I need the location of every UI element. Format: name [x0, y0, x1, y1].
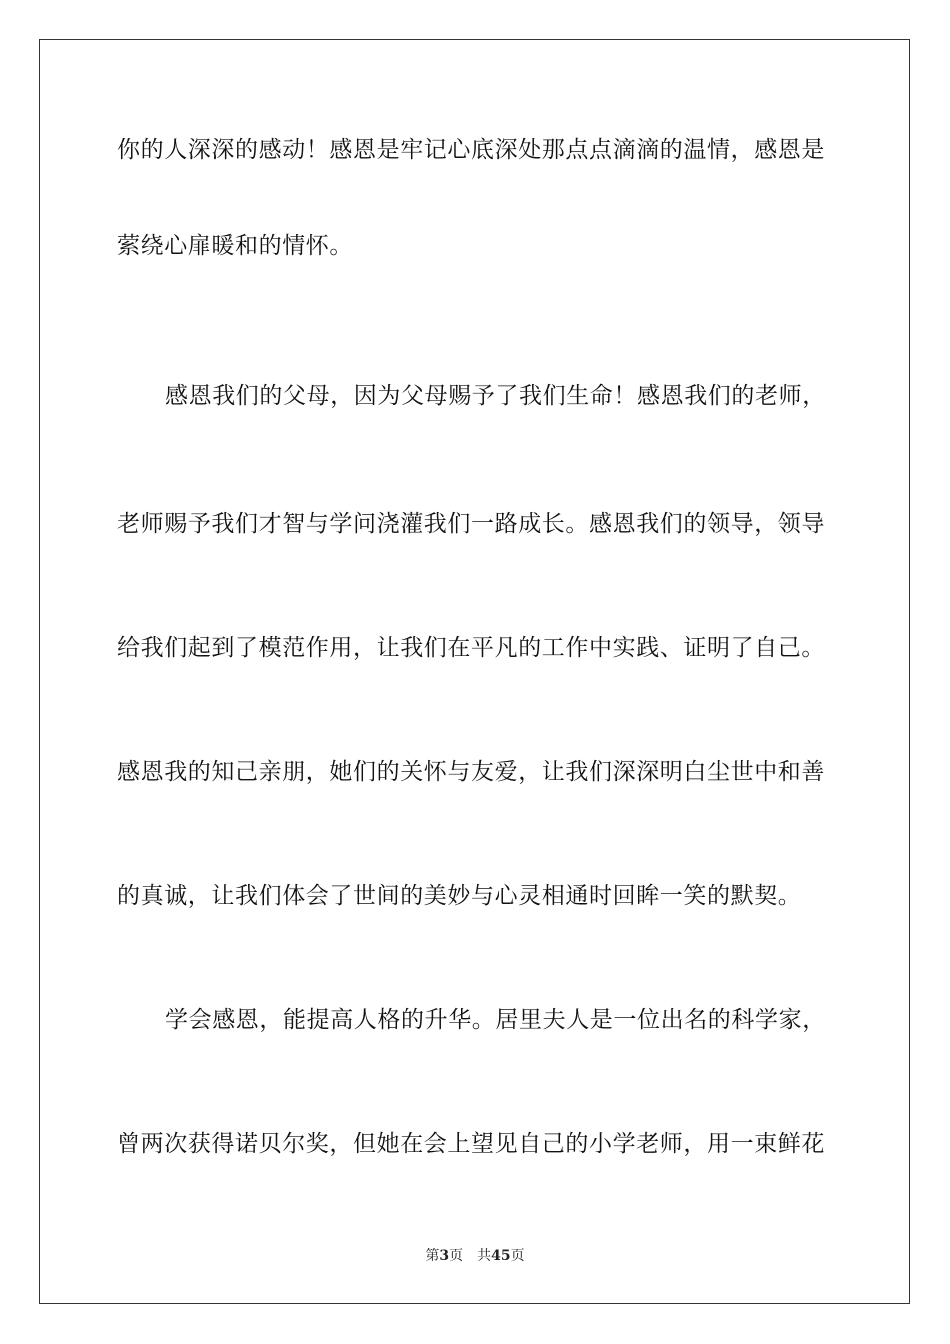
text-line-4: 老师赐予我们才智与学问浇灌我们一路成长。感恩我们的领导，领导 [117, 511, 825, 537]
page-footer [0, 1246, 950, 1266]
text-line-7: 的真诚，让我们体会了世间的美妙与心灵相通时回眸一笑的默契。 [117, 883, 802, 909]
page-suffix: 页 [449, 1248, 464, 1264]
text-line-2: 萦绕心扉暖和的情怀。 [117, 233, 353, 259]
page-number: 3 [439, 1248, 450, 1264]
text-line-8-paragraph-start: 学会感恩，能提高人格的升华。居里夫人是一位出名的科学家， [165, 1007, 826, 1033]
text-line-5: 给我们起到了模范作用，让我们在平凡的工作中实践、证明了自己。 [117, 635, 825, 661]
text-line-6: 感恩我的知己亲朋，她们的关怀与友爱，让我们深深明白尘世中和善 [117, 759, 825, 785]
text-line-9: 曾两次获得诺贝尔奖，但她在会上望见自己的小学老师，用一束鲜花 [117, 1131, 825, 1157]
page-prefix: 第 [425, 1248, 440, 1264]
text-line-3-paragraph-start: 感恩我们的父母，因为父母赐予了我们生命！感恩我们的老师， [165, 383, 826, 409]
total-prefix: 共 [477, 1248, 492, 1264]
page-border [39, 39, 910, 1304]
total-suffix: 页 [510, 1248, 525, 1264]
total-pages: 45 [491, 1248, 511, 1264]
text-line-1: 你的人深深的感动！感恩是牢记心底深处那点点滴滴的温情，感恩是 [117, 137, 825, 163]
